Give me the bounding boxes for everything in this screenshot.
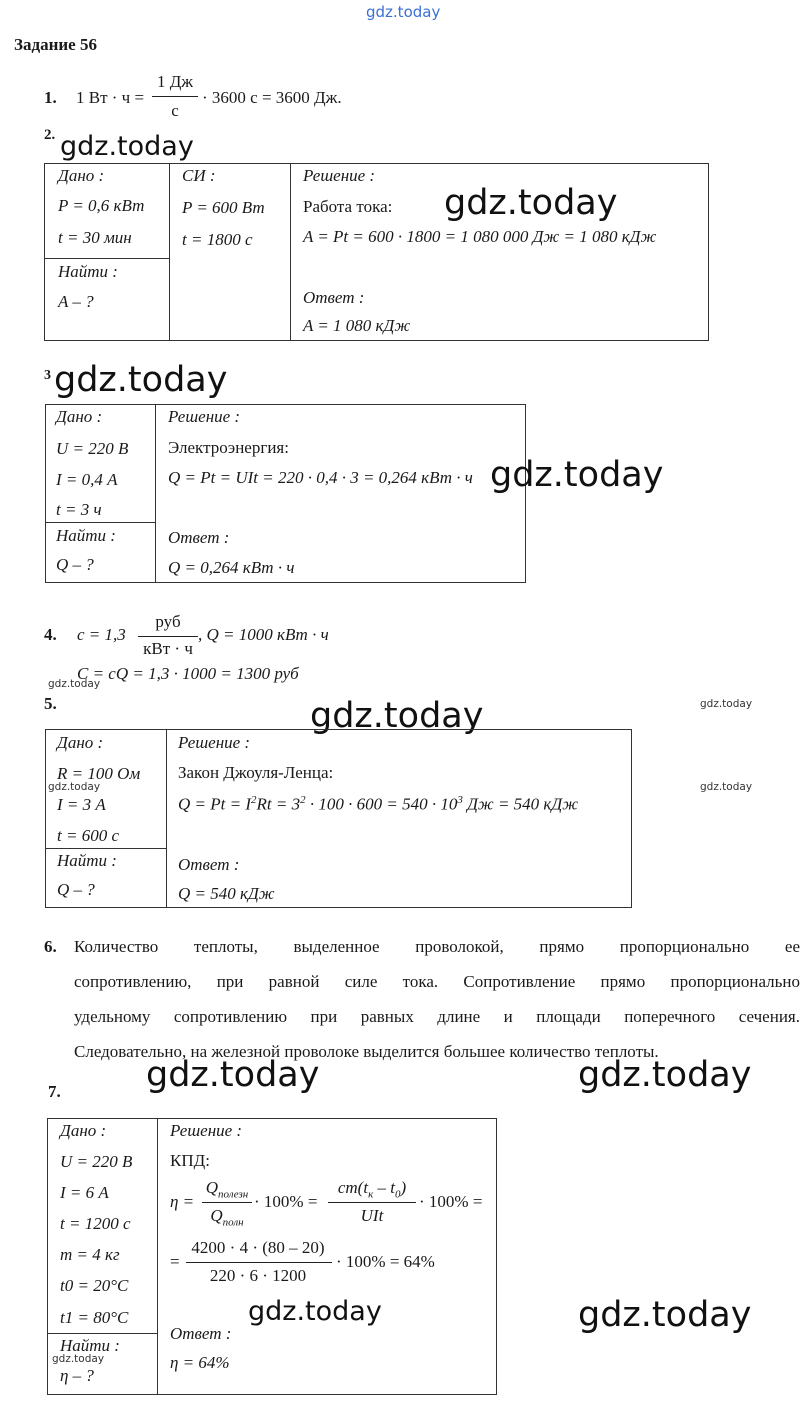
- p3-given-1: U = 220 В: [56, 439, 129, 458]
- p5-divider-1: [166, 729, 167, 908]
- p6-line-3: удельному сопротивлению при равных длине и площади поперечного сечения.: [74, 1007, 800, 1026]
- p5-answer: Q = 540 кДж: [178, 884, 275, 903]
- p5-formula: [178, 794, 578, 815]
- p5-formula-sup-2: 2: [300, 794, 306, 806]
- p5-given-3: t = 600 с: [57, 826, 119, 845]
- p4-frac-top: руб: [155, 612, 181, 631]
- p4-line-2: C = cQ = 1,3 · 1000 = 1300 руб: [77, 664, 299, 683]
- watermark-small-1: gdz.today: [48, 678, 101, 690]
- p1-frac-top: 1 Дж: [156, 72, 194, 91]
- watermark-p2-table: gdz.today: [444, 183, 618, 223]
- p4-c-lhs: c = 1,3: [77, 625, 126, 644]
- p5-divider-h: [45, 848, 166, 849]
- p7-q-full: [200, 1206, 254, 1228]
- p7-given-2: I = 6 А: [60, 1183, 109, 1202]
- p7-divider-h: [47, 1333, 157, 1334]
- problem-2-number: 2.: [44, 127, 56, 143]
- p2-given-1: P = 0,6 кВт: [58, 196, 145, 215]
- p7-find-label: Найти :: [60, 1336, 120, 1355]
- p7-answer-label: Ответ :: [170, 1324, 232, 1343]
- problem-7-number: 7.: [48, 1082, 61, 1101]
- problem-6-number: 6.: [44, 937, 57, 956]
- p2-si-1: P = 600 Вт: [182, 198, 265, 217]
- p4-frac-bar: [138, 636, 198, 637]
- p7-given-4: m = 4 кг: [60, 1245, 120, 1264]
- watermark-p3-table: gdz.today: [490, 455, 664, 495]
- p7-eta-eq: η =: [170, 1192, 195, 1211]
- p7-answer: η = 64%: [170, 1353, 230, 1372]
- p3-solution-label: Решение :: [168, 407, 241, 426]
- p1-lhs: 1 Вт · ч =: [76, 88, 145, 107]
- p2-divider-1: [169, 163, 170, 341]
- p3-divider-1: [155, 404, 156, 583]
- p3-solution-line-2: Q = Pt = UIt = 220 · 0,4 · 3 = 0,264 кВт · ч: [168, 468, 473, 487]
- watermark-p3: gdz.today: [54, 360, 228, 400]
- p5-answer-label: Ответ :: [178, 855, 240, 874]
- p7-cm-b: – t: [373, 1178, 395, 1197]
- p5-formula-b: Rt = 3: [256, 794, 301, 814]
- watermark-p6-left: gdz.today: [146, 1055, 320, 1095]
- p5-law: Закон Джоуля-Ленца:: [178, 763, 334, 782]
- p7-solution-label: Решение :: [170, 1121, 243, 1140]
- p5-given-label: Дано :: [57, 733, 104, 752]
- p2-given-label: Дано :: [58, 166, 105, 185]
- p2-si-label: СИ :: [182, 166, 216, 185]
- problem-4-number: 4.: [44, 625, 57, 644]
- p7-q-full-sub: полн: [222, 1216, 244, 1229]
- p3-find-label: Найти :: [56, 526, 116, 545]
- p5-formula-sup-3: 3: [457, 794, 463, 806]
- p7-cm-top: [326, 1178, 418, 1200]
- watermark-p7-right: gdz.today: [578, 1295, 752, 1335]
- p7-find: η – ?: [60, 1366, 94, 1385]
- p3-solution-line-1: Электроэнергия:: [168, 438, 289, 457]
- p3-answer-label: Ответ :: [168, 528, 230, 547]
- p3-given-label: Дано :: [56, 407, 103, 426]
- watermark-small-3: gdz.today: [48, 781, 101, 793]
- p2-answer: A = 1 080 кДж: [303, 316, 411, 335]
- p7-cm-c: ): [400, 1178, 407, 1197]
- p6-line-2: сопротивлению, при равной силе тока. Сопротивление прямо пропорционально: [74, 972, 800, 991]
- p1-frac-bar: [152, 96, 198, 97]
- p7-divider-1: [157, 1118, 158, 1395]
- p5-formula-d: Дж = 540 кДж: [462, 794, 579, 814]
- p5-formula-c: · 100 · 600 = 540 · 10: [305, 794, 458, 814]
- watermark-p6-right: gdz.today: [578, 1055, 752, 1095]
- p4-q-part: , Q = 1000 кВт · ч: [198, 625, 329, 644]
- p7-frac-bar-1: [202, 1202, 252, 1203]
- p7-eq-start: =: [170, 1252, 180, 1271]
- p7-percent-eq-2: · 100% =: [419, 1192, 483, 1211]
- p5-find: Q – ?: [57, 880, 95, 899]
- watermark-p2: gdz.today: [60, 131, 194, 162]
- watermark-top: gdz.today: [366, 3, 441, 21]
- p7-given-label: Дано :: [60, 1121, 107, 1140]
- p5-formula-a: Q = Pt = I: [178, 794, 251, 814]
- p7-cm-a: cm(t: [337, 1178, 369, 1197]
- p7-cm-0: 0: [394, 1188, 401, 1201]
- p7-given-5: t0 = 20°C: [60, 1276, 129, 1295]
- watermark-p5: gdz.today: [310, 696, 484, 736]
- p7-frac-bar-2: [328, 1202, 416, 1203]
- p2-given-2: t = 30 мин: [58, 228, 132, 247]
- problem-3-number: 3: [44, 368, 51, 383]
- watermark-small-2: gdz.today: [700, 698, 753, 710]
- p7-given-3: t = 1200 с: [60, 1214, 131, 1233]
- watermark-p7-table: gdz.today: [248, 1296, 382, 1327]
- p7-given-6: t1 = 80°C: [60, 1308, 129, 1327]
- p3-answer: Q = 0,264 кВт · ч: [168, 558, 295, 577]
- p2-solution-line-1: Работа тока:: [303, 197, 393, 216]
- p2-solution-label: Решение :: [303, 166, 376, 185]
- p3-given-2: I = 0,4 А: [56, 470, 118, 489]
- p2-answer-label: Ответ :: [303, 288, 365, 307]
- p4-frac-bottom: кВт · ч: [143, 639, 193, 658]
- p5-solution-label: Решение :: [178, 733, 251, 752]
- problem-3-table: [45, 404, 526, 583]
- p5-formula-sup-1: 2: [251, 794, 257, 806]
- p6-line-4: Следовательно, на железной проволоке выделится большее количество теплоты.: [74, 1042, 659, 1061]
- problem-5-number: 5.: [44, 694, 57, 713]
- p7-frac-bar-3: [186, 1262, 332, 1263]
- p2-divider-h: [44, 258, 169, 259]
- p5-given-1: R = 100 Ом: [57, 764, 141, 783]
- p7-result: · 100% = 64%: [336, 1252, 435, 1271]
- p7-q-useful: [200, 1178, 254, 1200]
- p2-solution-line-2: A = Pt = 600 · 1800 = 1 080 000 Дж = 1 080 кДж: [303, 227, 657, 246]
- p5-given-2: I = 3 А: [57, 795, 106, 814]
- p7-cm-k: к: [368, 1188, 374, 1201]
- watermark-small-5: gdz.today: [52, 1353, 105, 1365]
- problem-5-table: [45, 729, 632, 908]
- p2-find: A – ?: [58, 292, 94, 311]
- p1-rhs: · 3600 с = 3600 Дж.: [202, 88, 342, 107]
- p7-q-useful-letter: Q: [205, 1178, 218, 1197]
- p3-given-3: t = 3 ч: [56, 500, 102, 519]
- p5-find-label: Найти :: [57, 851, 117, 870]
- p2-find-label: Найти :: [58, 262, 118, 281]
- p7-kpd: КПД:: [170, 1151, 210, 1170]
- p7-given-1: U = 220 В: [60, 1152, 133, 1171]
- p3-find: Q – ?: [56, 555, 94, 574]
- p7-q-full-letter: Q: [210, 1206, 223, 1225]
- p7-q-useful-sub: полезн: [217, 1188, 249, 1201]
- p7-uit: UIt: [360, 1206, 384, 1225]
- p6-line-1: Количество теплоты, выделенное проволокой, прямо пропорционально ее: [74, 937, 800, 956]
- task-title: Задание 56: [14, 35, 97, 54]
- p3-divider-h: [45, 522, 155, 523]
- problem-1-number: 1.: [44, 88, 57, 107]
- p2-divider-2: [290, 163, 291, 341]
- p7-percent-eq-1: · 100% =: [254, 1192, 318, 1211]
- watermark-small-4: gdz.today: [700, 781, 753, 793]
- p7-den2: 220 · 6 · 1200: [209, 1266, 307, 1285]
- p7-num2: 4200 · 4 · (80 – 20): [191, 1238, 325, 1257]
- p2-si-2: t = 1800 с: [182, 230, 253, 249]
- p1-frac-bottom: с: [171, 101, 179, 120]
